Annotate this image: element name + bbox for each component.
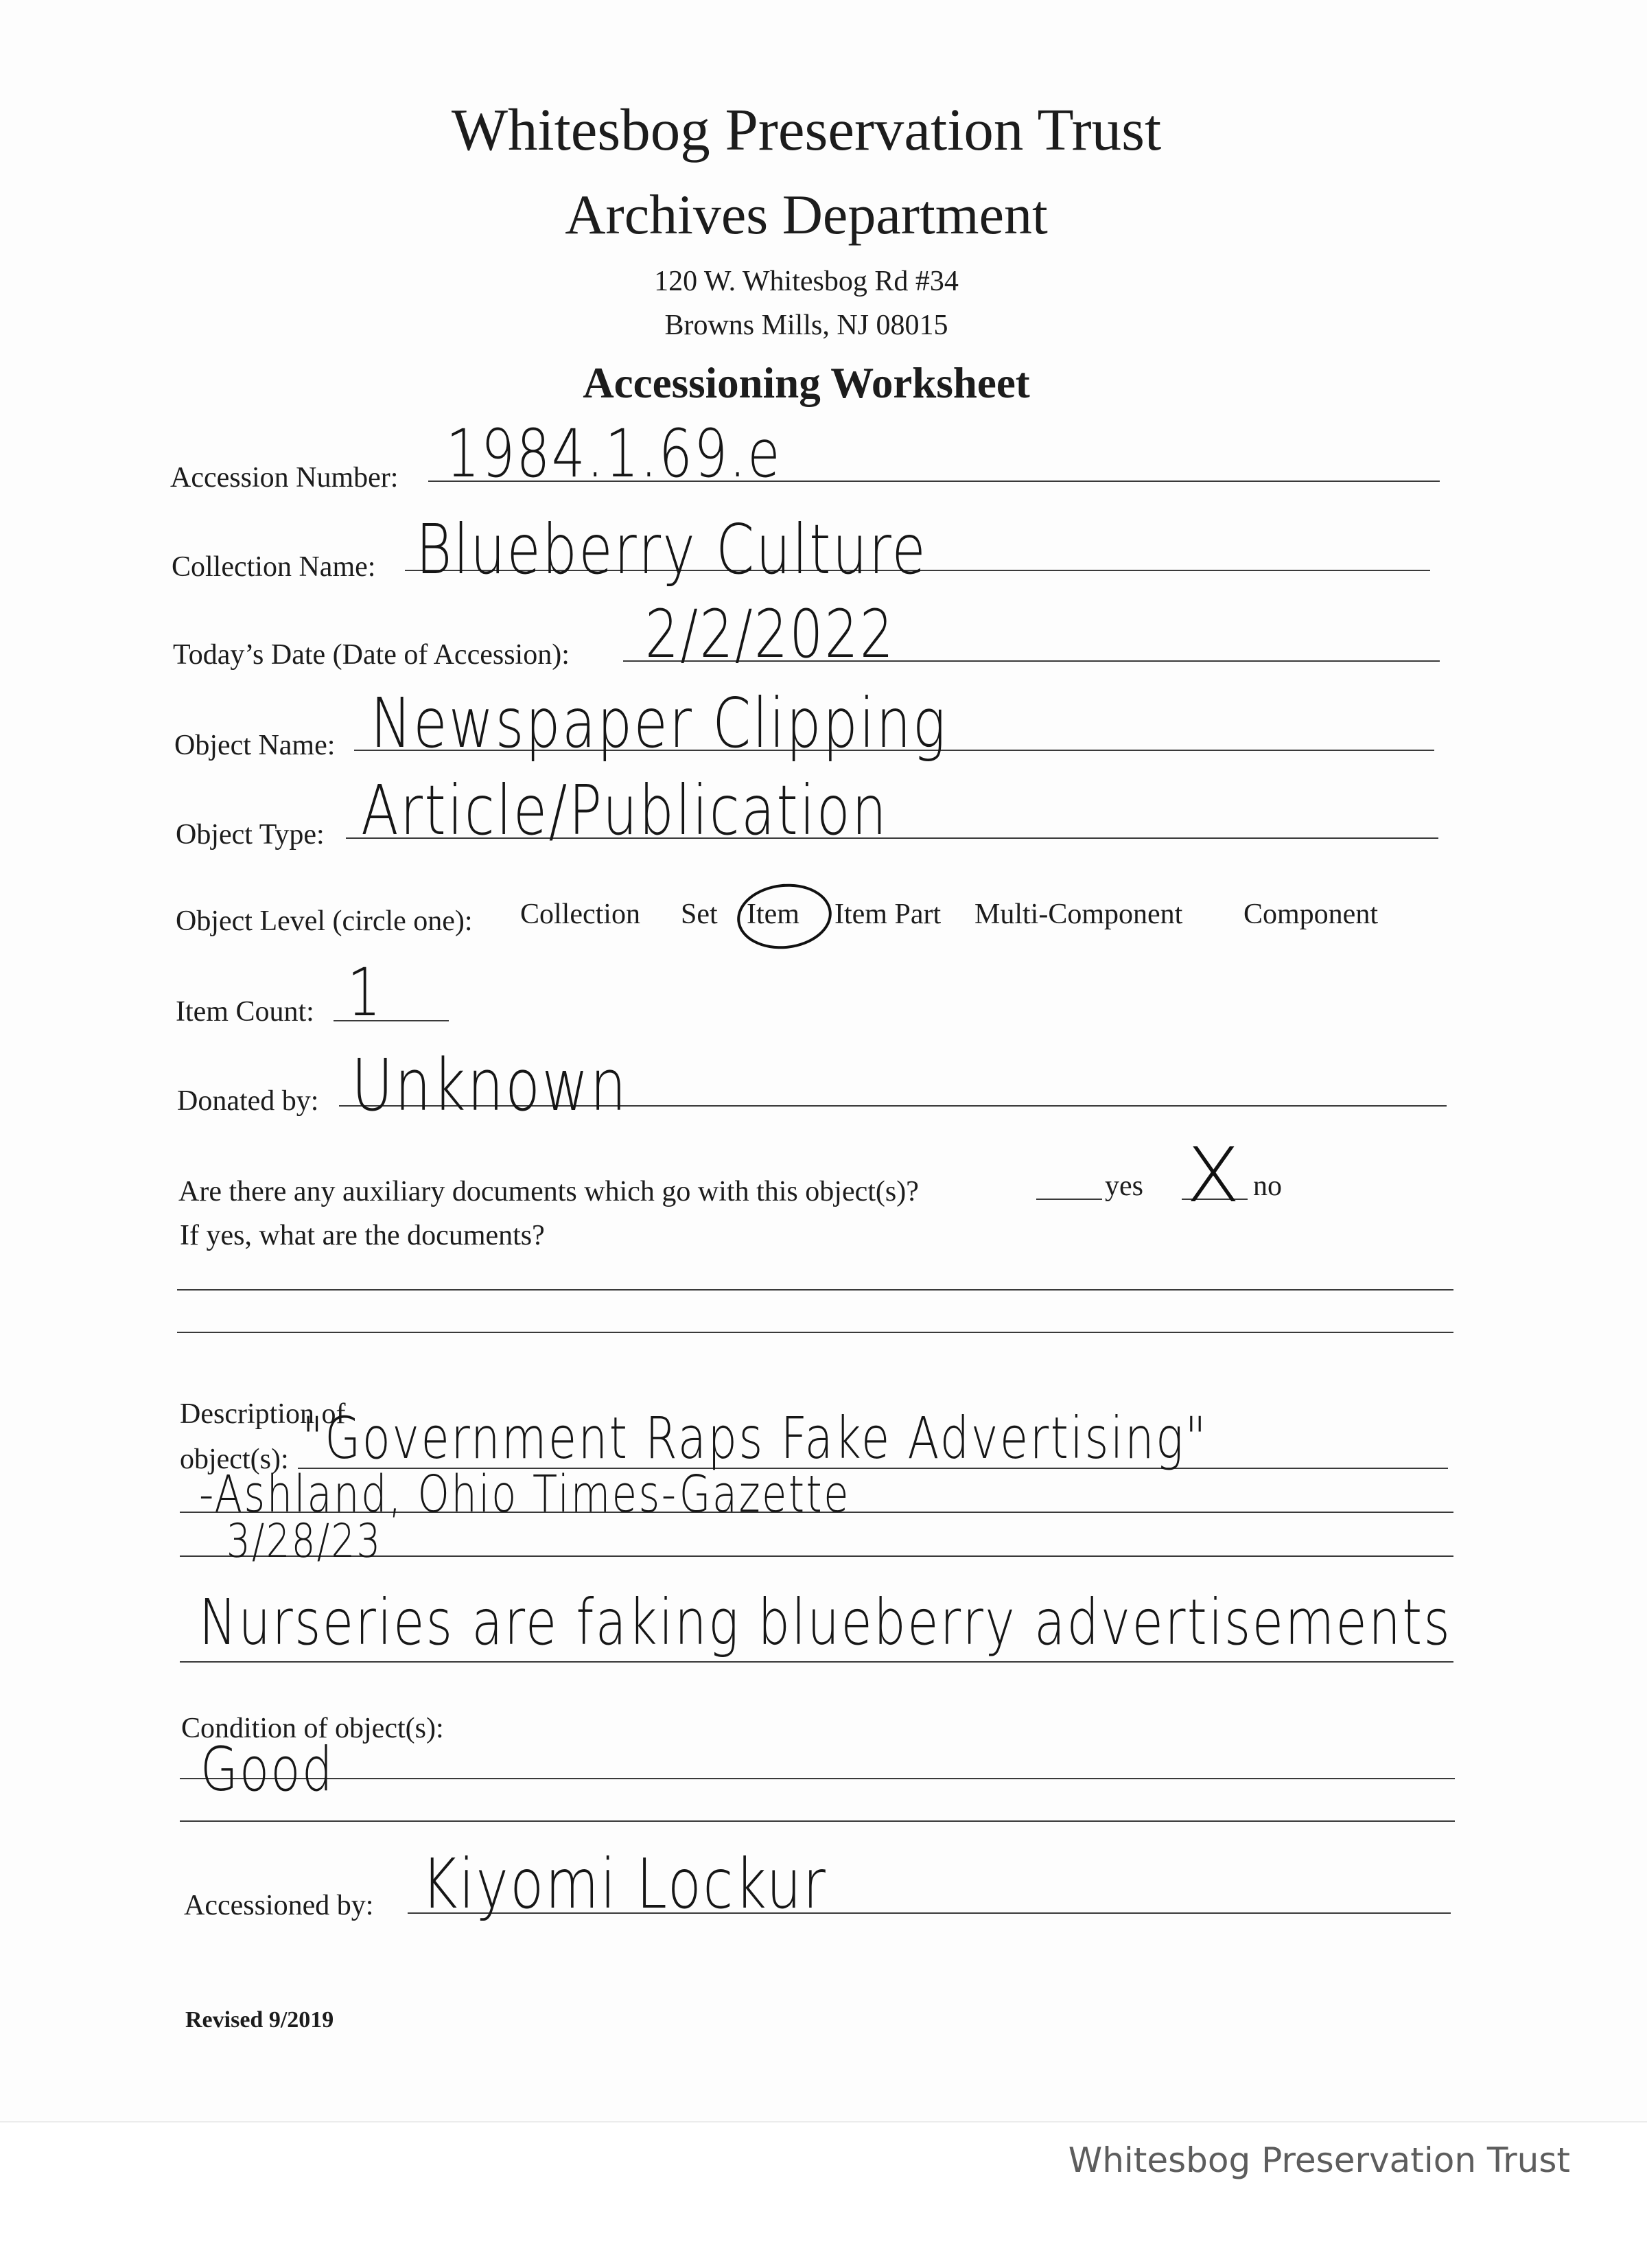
donated-by-label: Donated by: [177, 1085, 319, 1117]
description-value-line-2: -Ashland, Ohio Times-Gazette [199, 1465, 850, 1524]
auxiliary-yes-label: yes [1105, 1170, 1143, 1202]
collection-name-label: Collection Name: [172, 551, 376, 583]
accession-number-label: Accession Number: [170, 462, 399, 494]
description-value-line-4: Nurseries are faking blueberry advertisements [199, 1586, 1452, 1659]
object-level-option-set: Set [681, 899, 718, 930]
object-level-option-collection: Collection [520, 899, 640, 930]
department-name: Archives Department [565, 183, 1048, 246]
item-count-label: Item Count: [176, 996, 314, 1028]
footer-credit: Whitesbog Preservation Trust [1068, 2140, 1570, 2180]
accessioned-by-label: Accessioned by: [184, 1890, 374, 1921]
description-label-line-2: object(s): [180, 1444, 289, 1475]
accession-date-label: Today’s Date (Date of Accession): [173, 639, 570, 671]
object-level-option-item: Item [747, 899, 799, 930]
revision-note: Revised 9/2019 [185, 2007, 334, 2033]
condition-label: Condition of object(s): [181, 1713, 444, 1744]
condition-line-1 [180, 1778, 1455, 1779]
collection-name-value: Blueberry Culture [416, 509, 928, 590]
organization-name: Whitesbog Preservation Trust [451, 96, 1162, 163]
form-title: Accessioning Worksheet [583, 359, 1030, 407]
description-value-line-1: "Government Raps Fake Advertising" [302, 1404, 1208, 1472]
object-type-value: Article/Publication [361, 770, 889, 850]
description-line-4 [180, 1661, 1453, 1663]
object-name-label: Object Name: [174, 730, 336, 761]
donated-by-value: Unknown [351, 1043, 629, 1127]
description-label-line-1: Description of [180, 1398, 346, 1430]
address-line-2: Browns Mills, NJ 08015 [664, 310, 948, 341]
object-level-option-item-part: Item Part [834, 899, 942, 930]
accession-date-value: 2/2/2022 [645, 596, 896, 673]
object-level-option-component: Component [1243, 899, 1378, 930]
description-value-line-3: 3/28/23 [226, 1514, 382, 1569]
accession-number-value: 1984.1.69.e [446, 415, 782, 492]
object-name-value: Newspaper Clipping [371, 683, 948, 763]
address-line-1: 120 W. Whitesbog Rd #34 [654, 266, 959, 297]
auxiliary-yes-line [1036, 1199, 1102, 1200]
auxiliary-followup: If yes, what are the documents? [180, 1220, 545, 1251]
auxiliary-no-label: no [1253, 1170, 1282, 1202]
object-level-option-multi-component: Multi-Component [974, 899, 1183, 930]
object-type-label: Object Type: [176, 819, 325, 850]
no-x-mark: X [1186, 1131, 1241, 1219]
condition-value: Good [200, 1734, 334, 1805]
auxiliary-line-2 [177, 1332, 1453, 1333]
condition-line-2 [180, 1820, 1455, 1822]
object-level-label: Object Level (circle one): [176, 905, 473, 937]
auxiliary-line-1 [177, 1289, 1453, 1291]
item-count-value: 1 [347, 954, 383, 1031]
accessioned-by-value: Kiyomi Lockur [421, 1844, 828, 1924]
auxiliary-question: Are there any auxiliary documents which go with this object(s)? [178, 1176, 919, 1207]
item-circle-mark [734, 879, 834, 953]
